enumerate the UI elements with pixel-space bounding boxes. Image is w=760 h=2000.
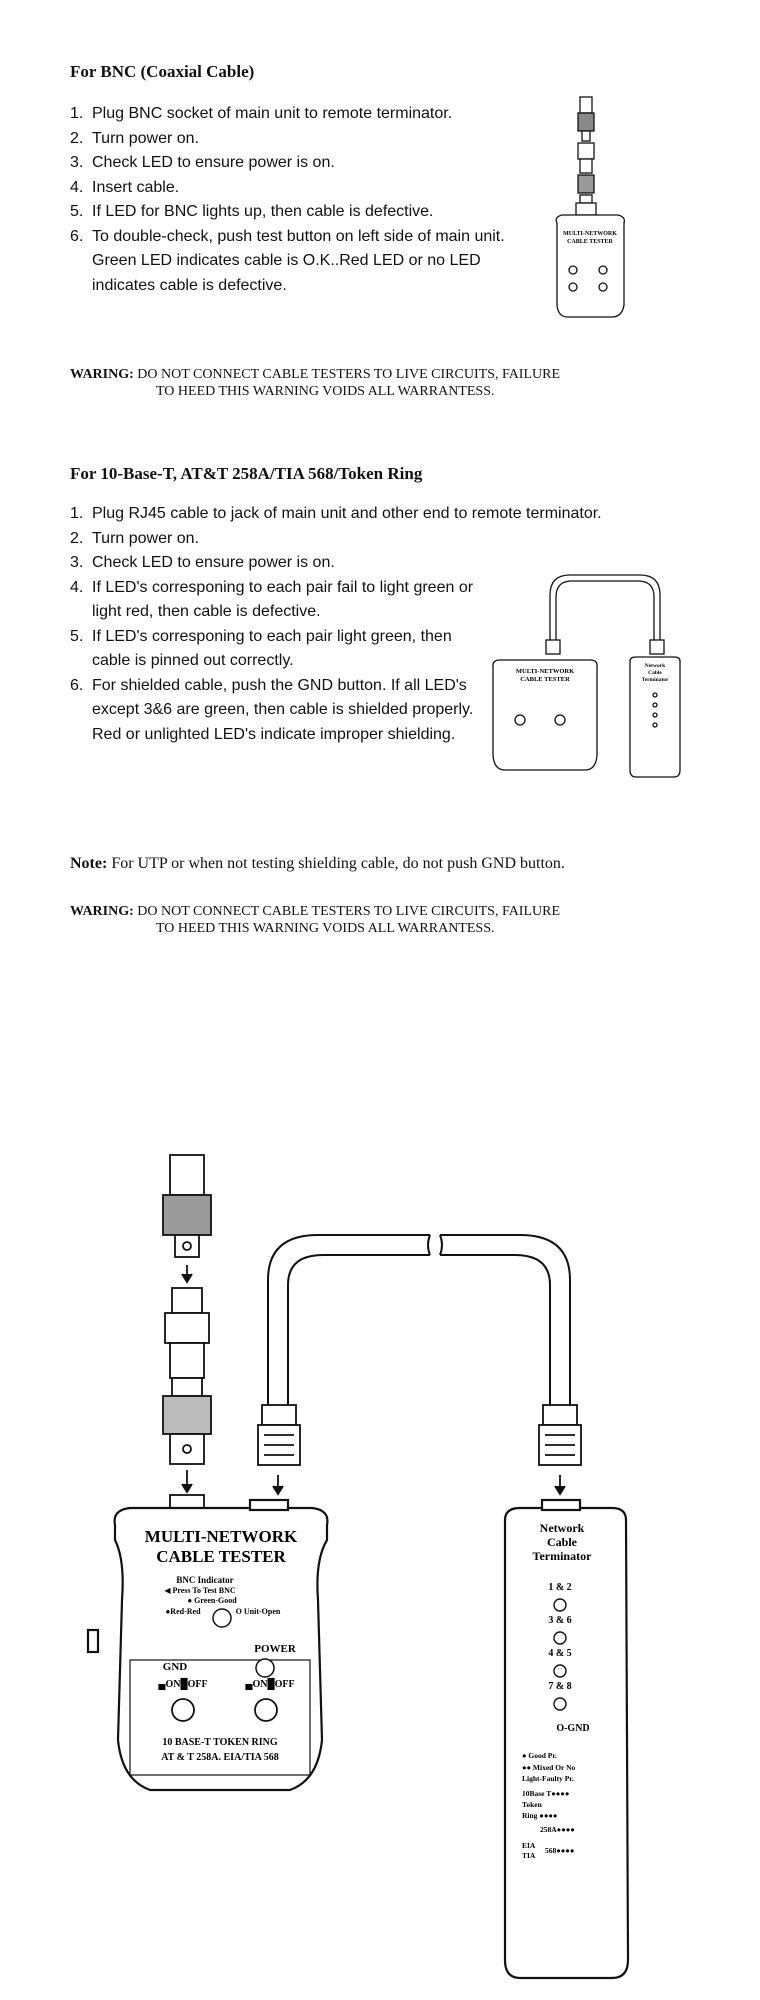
legend-mixed: ●● Mixed Or No xyxy=(522,1763,576,1772)
list-item: 2. Turn power on. xyxy=(70,129,200,147)
warning-line-2: TO HEED THIS WARNING VOIDS ALL WARRANTESS. xyxy=(156,384,495,399)
bnc-connector-stack xyxy=(163,1155,211,1515)
bnc-illustration xyxy=(540,95,650,345)
pair-label-7-8: 7 & 8 xyxy=(548,1681,572,1692)
power-led-icon xyxy=(256,1659,274,1677)
list-item: 2. Turn power on. xyxy=(70,529,200,547)
rj45-plug-left xyxy=(258,1405,300,1494)
small-terminator-title-1: Network xyxy=(644,663,666,669)
warning-label: WARING: xyxy=(70,367,134,382)
small-terminator-title-3: Terminator xyxy=(641,677,669,683)
list-item: 4. If LED's corresponing to each pair fail to light green or light red, then cable is defective. xyxy=(70,578,474,620)
rj45-section-heading: For 10-Base-T, AT&T 258A/TIA 568/Token Ring xyxy=(70,464,423,483)
bnc-warning xyxy=(70,366,560,400)
std-token: Token xyxy=(522,1800,542,1809)
bnc-indicator-label: BNC Indicator xyxy=(176,1575,234,1585)
list-item: 1. Plug RJ45 cable to jack of main unit and other end to remote terminator. xyxy=(70,505,602,522)
terminator-title-3: Terminator xyxy=(532,1549,592,1563)
gnd-button[interactable] xyxy=(172,1699,194,1721)
model-line-1: 10 BASE-T TOKEN RING xyxy=(162,1737,278,1748)
main-unit-title-2: CABLE TESTER xyxy=(156,1547,286,1566)
warning-line-2: TO HEED THIS WARNING VOIDS ALL WARRANTESS. xyxy=(156,921,495,936)
gnd-label: GND xyxy=(162,1661,188,1673)
list-item: 6. For shielded cable, push the GND button. If all LED's except 3&6 are green, then cable is shielded properly. Red or unlighted LED's indicate improper shielding. xyxy=(70,676,474,743)
std-10base: 10Base T●●●● xyxy=(522,1789,570,1798)
pair-label-3-6: 3 & 6 xyxy=(548,1615,572,1626)
list-item: 5. If LED for BNC lights up, then cable is defective. xyxy=(70,203,434,220)
std-258a: 258A●●●● xyxy=(540,1825,575,1834)
pair-label-1-2: 1 & 2 xyxy=(548,1582,572,1593)
gnd-on-off-label: ▄ON█OFF xyxy=(158,1679,208,1690)
list-item: 1. Plug BNC socket of main unit to remote terminator. xyxy=(70,105,453,122)
power-switch[interactable] xyxy=(255,1699,277,1721)
rj45-plug-right xyxy=(539,1405,581,1494)
pair-led-icon xyxy=(554,1599,566,1611)
std-568: 568●●●● xyxy=(545,1846,575,1855)
pair-label-4-5: 4 & 5 xyxy=(548,1648,572,1659)
pair-led-icon xyxy=(554,1632,566,1644)
legend-faulty: Light-Faulty Pr. xyxy=(522,1774,574,1783)
green-good-label: ● Green-Good xyxy=(187,1596,237,1605)
small-unit-title-2: CABLE TESTER xyxy=(567,239,613,245)
press-to-test-label: ◀ Press To Test BNC xyxy=(164,1586,236,1595)
terminator-body xyxy=(505,1500,628,1978)
small-unit-title-1: MULTI-NETWORK xyxy=(563,231,617,237)
pair-led-icon xyxy=(554,1665,566,1677)
bnc-steps-list xyxy=(70,102,540,298)
terminator-title-2: Cable xyxy=(547,1535,577,1549)
unit-open-label: O Unit-Open xyxy=(235,1607,281,1616)
list-item: 6. To double-check, push test button on left side of main unit. Green LED indicates cable is O.K..Red LED or no LED indicates cable is defective. xyxy=(70,227,505,294)
gnd-led-label: O-GND xyxy=(556,1723,590,1734)
note-text: For UTP or when not testing shielding cable, do not push GND button. xyxy=(111,855,565,872)
warning-line-1: DO NOT CONNECT CABLE TESTERS TO LIVE CIRCUITS, FAILURE xyxy=(137,904,561,919)
power-on-off-label: ▄ON█OFF xyxy=(245,1679,295,1690)
warning-label: WARING: xyxy=(70,904,134,919)
coax-cable-loop xyxy=(268,1235,570,1405)
small-terminator-title-2: Cable xyxy=(648,670,662,676)
small-unit-title-2: CABLE TESTER xyxy=(520,676,570,683)
std-eia: EIA xyxy=(522,1841,536,1850)
std-ring: Ring ●●●● xyxy=(522,1811,558,1820)
pair-led-icon xyxy=(554,1698,566,1710)
std-tia: TIA xyxy=(522,1851,536,1860)
rj45-warning xyxy=(70,903,560,937)
red-red-label: ●Red-Red xyxy=(165,1607,201,1616)
power-label: POWER xyxy=(254,1643,296,1655)
warning-line-1: DO NOT CONNECT CABLE TESTERS TO LIVE CIRCUITS, FAILURE xyxy=(137,367,561,382)
large-tester-illustration xyxy=(0,1140,760,1990)
list-item: 3. Check LED to ensure power is on. xyxy=(70,554,335,571)
bnc-led-icon xyxy=(213,1609,231,1627)
legend-good: ● Good Pr. xyxy=(522,1751,557,1760)
small-unit-title-1: MULTI-NETWORK xyxy=(515,668,575,675)
note-label: Note: xyxy=(70,855,108,872)
list-item: 3. Check LED to ensure power is on. xyxy=(70,154,335,171)
model-line-2: AT & T 258A. EIA/TIA 568 xyxy=(161,1752,279,1763)
shielding-note xyxy=(70,855,565,873)
rj45-illustration xyxy=(490,565,720,785)
list-item: 5. If LED's corresponing to each pair light green, then cable is pinned out correctly. xyxy=(70,627,452,669)
terminator-title-1: Network xyxy=(539,1521,585,1535)
list-item: 4. Insert cable. xyxy=(70,178,180,196)
main-unit-title-1: MULTI-NETWORK xyxy=(144,1527,298,1546)
bnc-section-heading: For BNC (Coaxial Cable) xyxy=(70,62,255,81)
